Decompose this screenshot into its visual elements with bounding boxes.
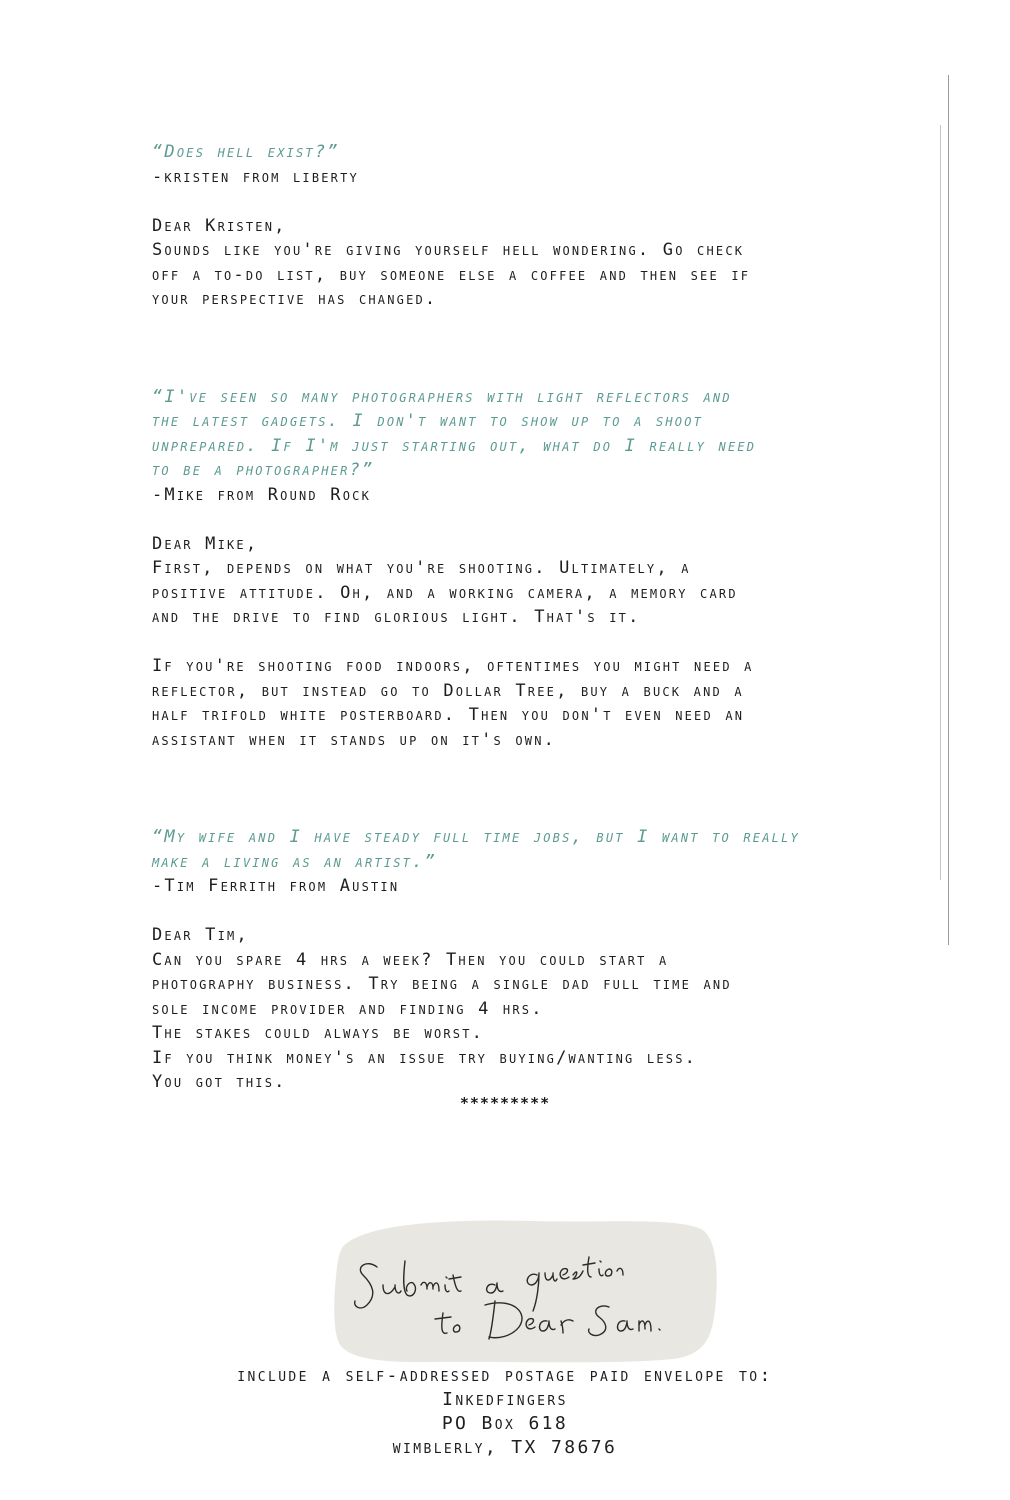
question-line: unprepared. If I'm just starting out, what do I really need	[152, 435, 757, 456]
submit-question-card	[333, 1215, 718, 1365]
question-line: “My wife and I have steady full time jobs, but I want to really	[152, 827, 800, 847]
reply-line: and the drive to find glorious light. That's it.	[152, 607, 641, 627]
reply-line: Sounds like you're giving yourself hell wondering. Go check	[152, 240, 745, 260]
page-edge-line	[948, 75, 949, 945]
reply-greeting: Dear Tim,	[152, 925, 249, 945]
letters-column	[152, 140, 912, 1095]
reply-line: positive attitude. Oh, and a working camera, a memory card	[152, 582, 738, 603]
reply-greeting: Dear Kristen,	[152, 215, 287, 236]
question-line: make a living as an artist.”	[152, 851, 437, 872]
page-edge-line-inner	[940, 125, 941, 880]
mailing-name: Inkedfingers	[442, 1389, 568, 1410]
mailing-instructions	[0, 1364, 1010, 1460]
reply-greeting: Dear Mike,	[152, 533, 259, 554]
reply-line: off a to-do list, buy someone else a coffee and then see if	[152, 264, 751, 285]
reply-line: assistant when it stands up on it's own.	[152, 729, 557, 750]
question-line: the latest gadgets. I don't want to show up to a shoot	[152, 411, 704, 431]
reply-line: reflector, but instead go to Dollar Tree, buy a buck and a	[152, 680, 744, 701]
reply-line: If you're shooting food indoors, oftentimes you might need a	[152, 656, 754, 676]
reply-line: half trifold white posterboard. Then you don't even need an	[152, 705, 745, 725]
reply-line: If you think money's an issue try buying/wanting less.	[152, 1047, 698, 1068]
question-signature: -Tim Ferrith from Austin	[152, 876, 400, 896]
question-line: “Does hell exist?”	[152, 142, 340, 162]
handwritten-note	[333, 1215, 718, 1365]
letter-mike	[152, 385, 912, 753]
question-signature: -Mike from Round Rock	[152, 484, 371, 505]
mailing-instruction: include a self-addressed postage paid envelope to:	[237, 1365, 773, 1386]
reply-line: Can you spare 4 hrs a week? Then you could start a	[152, 949, 669, 970]
reply-line: your perspective has changed.	[152, 289, 438, 309]
reply-line: photography business. Try being a single dad full time and	[152, 974, 732, 994]
mailing-po-box: PO Box 618	[441, 1413, 569, 1434]
mailing-city: wimblerly, TX 78676	[392, 1437, 618, 1458]
question-line: “I've seen so many photographers with light reflectors and	[152, 386, 732, 407]
reply-line: The stakes could always be worst.	[152, 1023, 485, 1043]
reply-line: You got this.	[152, 1072, 287, 1092]
question-signature: -kristen from liberty	[152, 166, 359, 187]
letter-kristen	[152, 140, 912, 312]
question-line: to be a photographer?”	[152, 460, 375, 480]
reply-line: sole income provider and finding 4 hrs.	[152, 998, 544, 1019]
letter-tim	[152, 825, 912, 1095]
reply-line: First, depends on what you're shooting. Ultimately, a	[152, 558, 691, 578]
section-separator: *********	[459, 1094, 551, 1112]
